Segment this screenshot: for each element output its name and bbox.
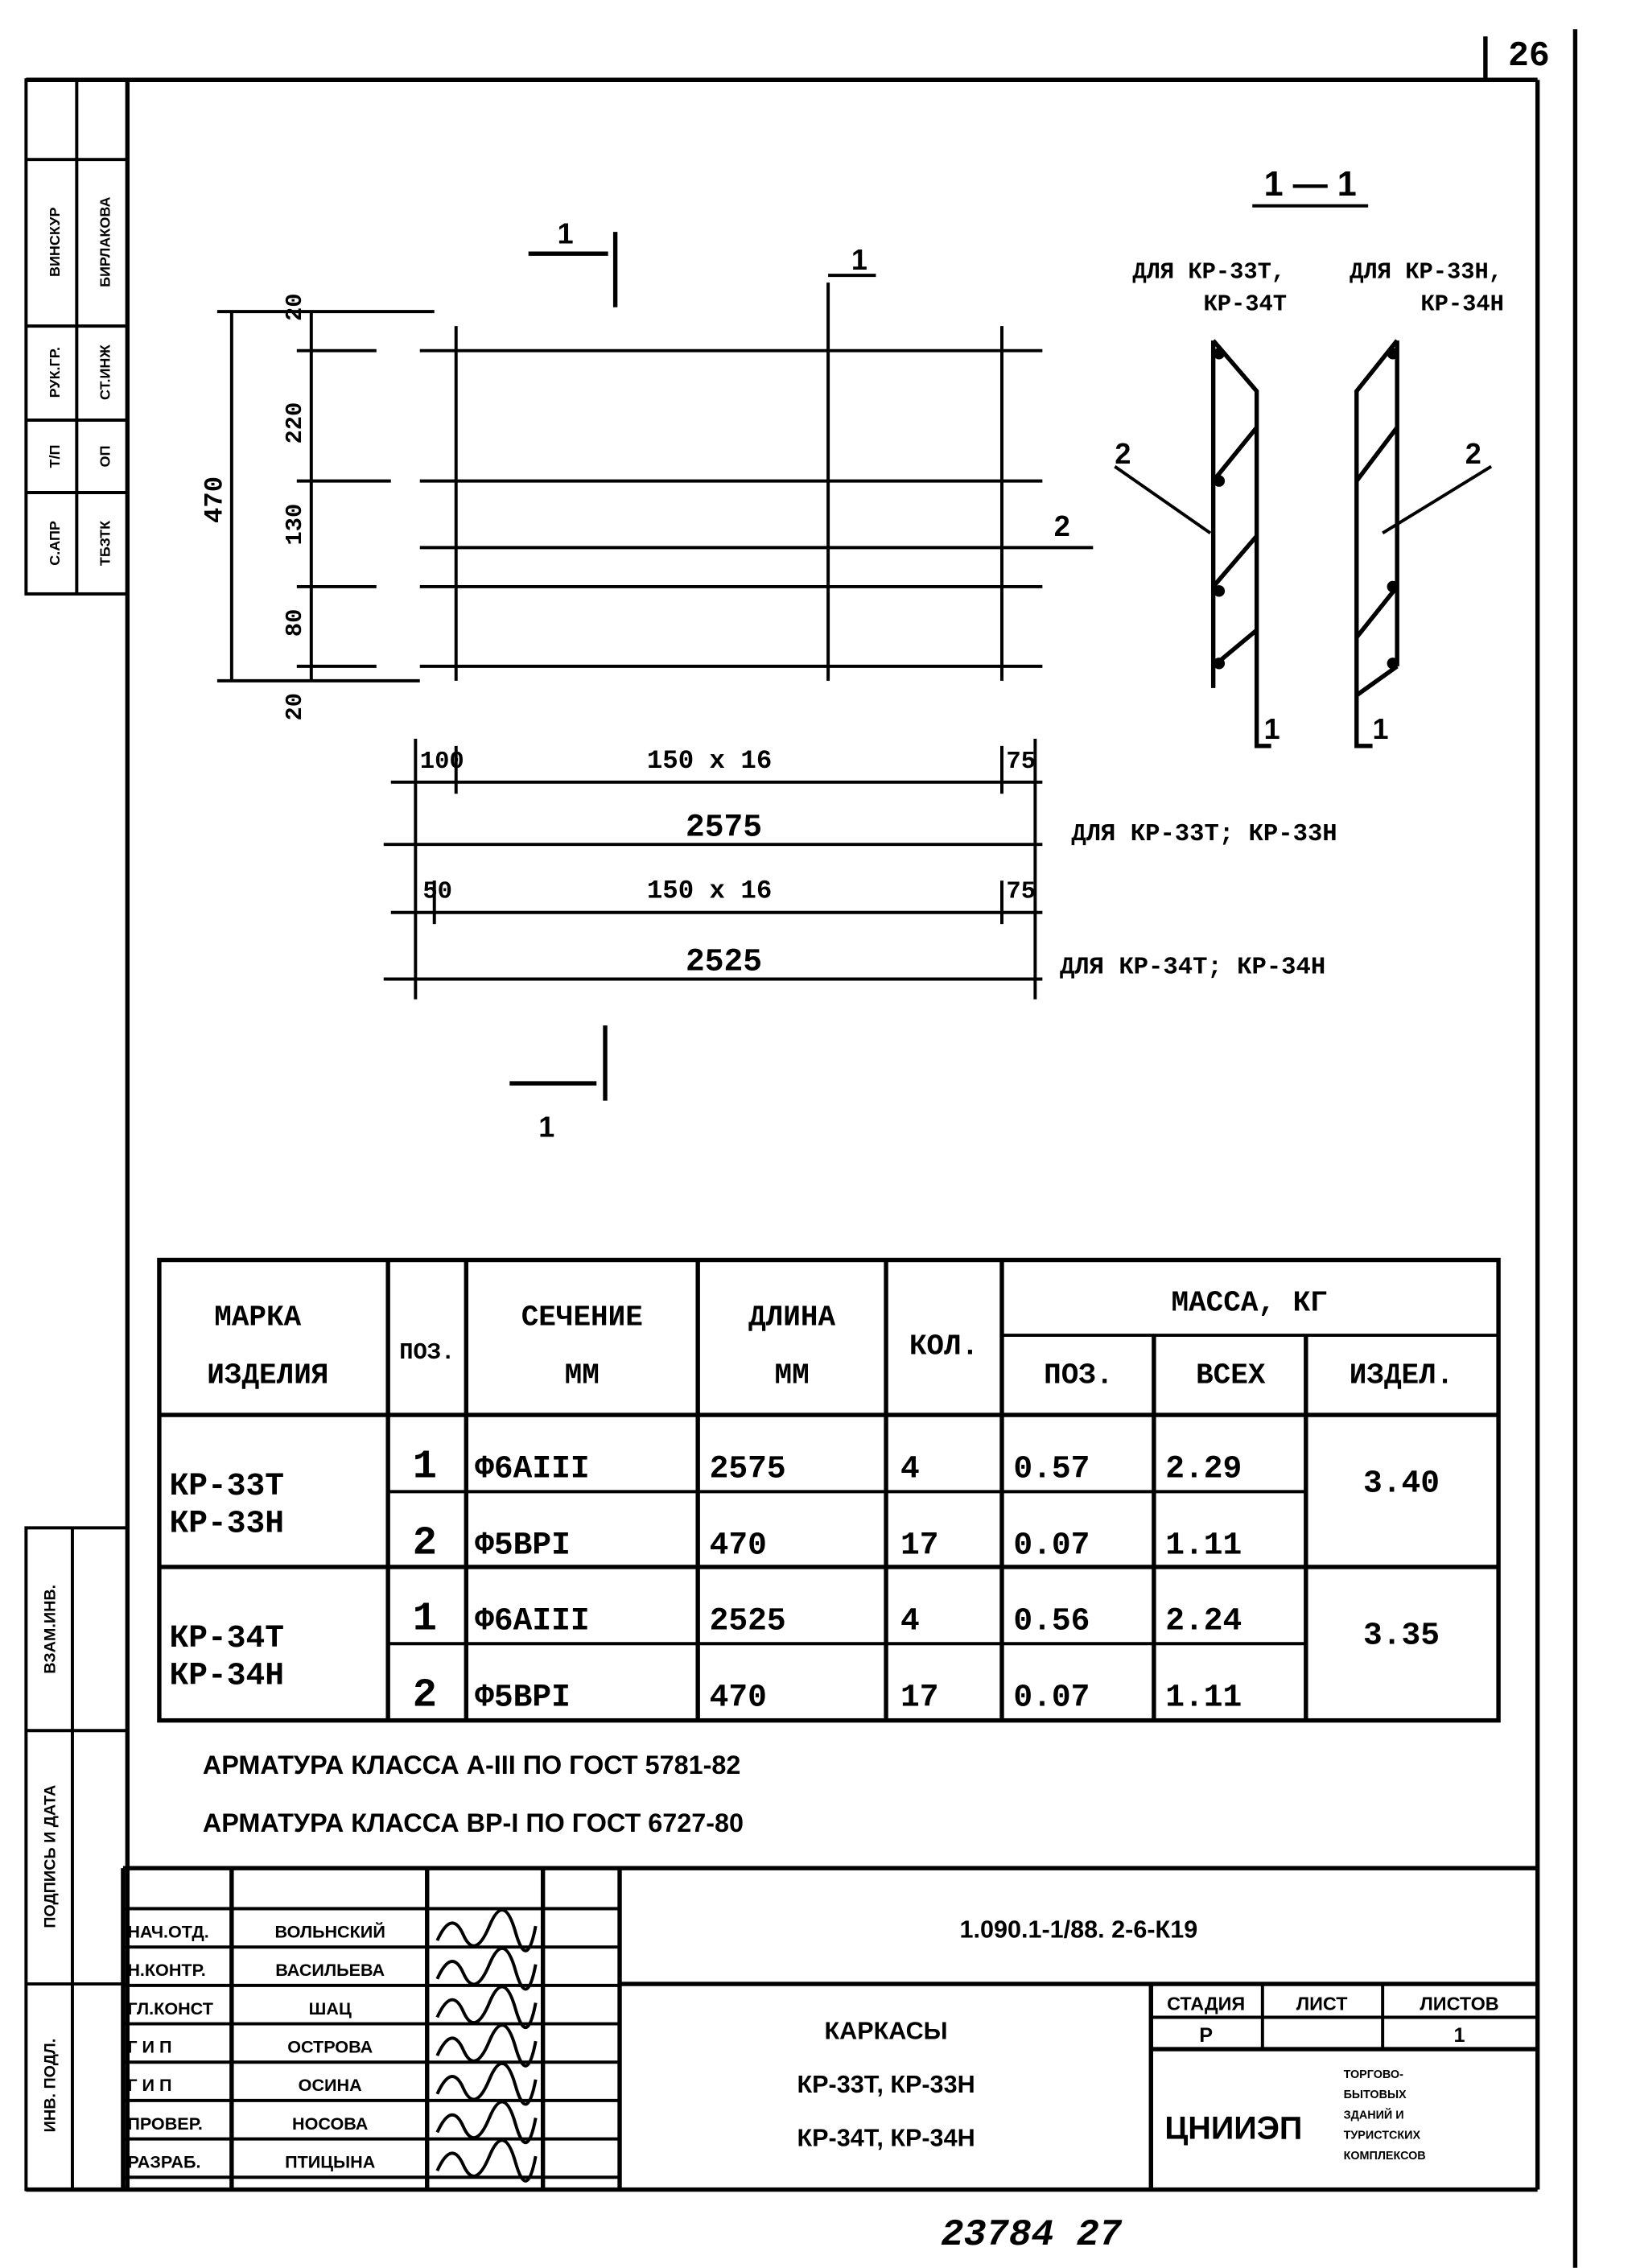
- header-mass: МАССА, КГ: [1171, 1286, 1328, 1320]
- cut-mark: 1: [557, 216, 574, 250]
- cell-length: 470: [709, 1679, 767, 1716]
- signature: [437, 1910, 535, 1951]
- frame-plan-view: [200, 217, 1337, 1144]
- pos-label: 1: [1263, 711, 1280, 745]
- header-length: ДЛИНА: [748, 1301, 836, 1334]
- stamp-cell: ВИНСКУР: [46, 207, 63, 277]
- cell-qty: 17: [900, 1679, 939, 1716]
- stamp-cell: ПОДПИСЬ И ДАТА: [41, 1784, 60, 1928]
- cell-mass-all: 2.29: [1165, 1450, 1242, 1487]
- signer-role: Г И П: [127, 2075, 172, 2096]
- signer-name: ОСИНА: [298, 2075, 362, 2096]
- dim-label: 50: [422, 878, 453, 906]
- header-length: ММ: [774, 1359, 810, 1392]
- stamp-cell: БИРЛАКОВА: [97, 196, 113, 287]
- cell-pos: 2: [412, 1520, 437, 1567]
- cell-section: Ф6АIII: [475, 1602, 590, 1639]
- dim-label: 75: [1006, 878, 1036, 906]
- stage-value: Р: [1199, 2024, 1214, 2047]
- title-block: [123, 1868, 1538, 2189]
- header-mark: МАРКА: [214, 1301, 302, 1334]
- stamp-cell: ИНВ. ПОДЛ.: [41, 2038, 60, 2133]
- signer-role: ПРОВЕР.: [127, 2113, 203, 2134]
- organization: ЦНИИЭП: [1164, 2110, 1303, 2146]
- org-subtitle: БЫТОВЫХ: [1343, 2089, 1407, 2102]
- pos-label: 1: [1372, 711, 1389, 745]
- dim-label: 150 x 16: [646, 876, 773, 906]
- left-stamp-top: [26, 80, 127, 594]
- signature: [437, 1948, 535, 1990]
- cell-pos: 2: [412, 1672, 437, 1719]
- sheet-frame: [26, 29, 1575, 2267]
- signature: [437, 2064, 535, 2105]
- sheets-label: ЛИСТОВ: [1420, 1993, 1499, 2014]
- stamp-cell: ТБЗТК: [97, 520, 113, 567]
- section-caption: ДЛЯ КР-33Т,: [1132, 258, 1286, 286]
- cell-pos: 1: [412, 1444, 437, 1491]
- cell-mass-all: 2.24: [1165, 1602, 1242, 1639]
- stamp-cell: Т/П: [46, 444, 63, 468]
- signer-role: ГЛ.КОНСТ: [127, 1998, 213, 2019]
- signer-role: Г И П: [127, 2036, 172, 2057]
- cell-mark: КР-34Н: [169, 1657, 285, 1694]
- cell-section: Ф5ВРI: [475, 1527, 571, 1564]
- cell-section: Ф6АIII: [475, 1450, 590, 1487]
- signature: [437, 2140, 535, 2181]
- header-mass-pos: ПОЗ.: [1044, 1359, 1114, 1392]
- cell-qty: 4: [900, 1602, 920, 1639]
- signature: [437, 2102, 535, 2143]
- cell-qty: 4: [900, 1450, 920, 1487]
- signature: [437, 2025, 535, 2066]
- header-mass-all: ВСЕХ: [1196, 1359, 1266, 1392]
- left-stamp-bottom: [26, 1528, 127, 2189]
- stamp-cell: ОП: [97, 445, 113, 468]
- header-mark: ИЗДЕЛИЯ: [207, 1359, 329, 1392]
- signer-name: ОСТРОВА: [287, 2036, 373, 2057]
- section-label: 1 — 1: [1263, 165, 1357, 204]
- section-caption: ДЛЯ КР-33Н,: [1350, 258, 1503, 286]
- stage-label: СТАДИЯ: [1167, 1993, 1246, 2014]
- dim-label: 150 x 16: [646, 745, 773, 776]
- cell-length: 2525: [709, 1602, 786, 1639]
- cut-mark: 1: [538, 1110, 555, 1144]
- org-subtitle: ТУРИСТСКИХ: [1343, 2129, 1421, 2142]
- dim-label: 20: [282, 293, 309, 321]
- stamp-cell: С.АПР: [46, 521, 63, 566]
- sheets-value: 1: [1453, 2024, 1465, 2047]
- pos-label: 2: [1115, 437, 1131, 471]
- sheet-label: ЛИСТ: [1296, 1993, 1348, 2014]
- dim-label: 75: [1006, 748, 1036, 776]
- cell-item-mass: 3.40: [1363, 1465, 1440, 1502]
- cell-mass-all: 1.11: [1165, 1527, 1242, 1564]
- total-height-label: 470: [200, 476, 230, 524]
- pos-label: 2: [1053, 509, 1070, 542]
- dim-note: ДЛЯ КР-34Т; КР-34Н: [1059, 954, 1326, 982]
- cell-mass-all: 1.11: [1165, 1679, 1242, 1716]
- cell-mass-pos: 0.07: [1013, 1527, 1090, 1564]
- cell-item-mass: 3.35: [1363, 1617, 1440, 1654]
- document-title: КАРКАСЫ: [824, 2017, 948, 2045]
- signer-name: ПТИЦЫНА: [285, 2151, 376, 2172]
- cell-mass-pos: 0.07: [1013, 1679, 1090, 1716]
- pos-label: 1: [851, 242, 867, 276]
- cell-mark: КР-33Н: [169, 1505, 285, 1542]
- signer-name: ШАЦ: [308, 1998, 352, 2019]
- org-subtitle: ЗДАНИЙ И: [1343, 2109, 1404, 2122]
- cell-length: 2575: [709, 1450, 786, 1487]
- signature: [437, 1987, 535, 2028]
- signer-name: НОСОВА: [292, 2113, 369, 2134]
- document-title: КР-33Т, КР-33Н: [797, 2071, 975, 2099]
- cell-length: 470: [709, 1527, 767, 1564]
- sheet-number: 26: [1507, 36, 1550, 76]
- header-section: ММ: [564, 1359, 600, 1392]
- header-mass-item: ИЗДЕЛ.: [1349, 1359, 1454, 1392]
- cell-section: Ф5ВРI: [475, 1679, 571, 1716]
- document-code: 1.090.1-1/88. 2-6-К19: [959, 1915, 1198, 1944]
- dim-label: 20: [282, 692, 309, 721]
- cell-qty: 17: [900, 1527, 939, 1564]
- dim-note: ДЛЯ КР-33Т; КР-33Н: [1071, 820, 1337, 848]
- dim-label: 80: [282, 608, 309, 637]
- signer-role: РАЗРАБ.: [127, 2151, 201, 2172]
- dim-label: 2575: [686, 809, 763, 846]
- cell-mark: КР-34Т: [169, 1619, 285, 1656]
- dim-label: 2525: [686, 943, 763, 980]
- cell-mass-pos: 0.57: [1013, 1450, 1090, 1487]
- header-qty: КОЛ.: [909, 1330, 979, 1363]
- signer-role: Н.КОНТР.: [127, 1960, 206, 1981]
- stamp-cell: РУК.ГР.: [46, 346, 63, 398]
- section-caption: КР-34Т: [1203, 291, 1288, 318]
- signer-name: ВАСИЛЬЕВА: [275, 1960, 385, 1981]
- dim-label: 130: [282, 503, 309, 546]
- dim-label: 220: [282, 402, 309, 444]
- signer-role: НАЧ.ОТД.: [127, 1921, 209, 1942]
- org-subtitle: КОМПЛЕКСОВ: [1343, 2149, 1426, 2163]
- pos-label: 2: [1465, 437, 1481, 471]
- section-caption: КР-34Н: [1420, 291, 1504, 318]
- cell-mark: КР-33Т: [169, 1467, 285, 1504]
- specification-table: [159, 1260, 1498, 1721]
- header-pos: ПОЗ.: [399, 1338, 455, 1366]
- note: АРМАТУРА КЛАССА А-III ПО ГОСТ 5781-82: [202, 1750, 741, 1780]
- stamp-cell: СТ.ИНЖ: [97, 344, 113, 401]
- stamp-cell: ВЗАМ.ИНВ.: [41, 1584, 60, 1674]
- cell-mass-pos: 0.56: [1013, 1602, 1090, 1639]
- org-subtitle: ТОРГОВО-: [1343, 2068, 1403, 2082]
- note: АРМАТУРА КЛАССА ВР-I ПО ГОСТ 6727-80: [202, 1808, 744, 1838]
- cell-pos: 1: [412, 1596, 437, 1643]
- signer-name: ВОЛЬНСКИЙ: [274, 1921, 385, 1942]
- handwritten-footer: 23784 27: [941, 2213, 1122, 2257]
- header-section: СЕЧЕНИЕ: [521, 1301, 643, 1334]
- document-title: КР-34Т, КР-34Н: [797, 2124, 975, 2152]
- section-view: [1115, 165, 1504, 746]
- dim-label: 100: [419, 748, 464, 776]
